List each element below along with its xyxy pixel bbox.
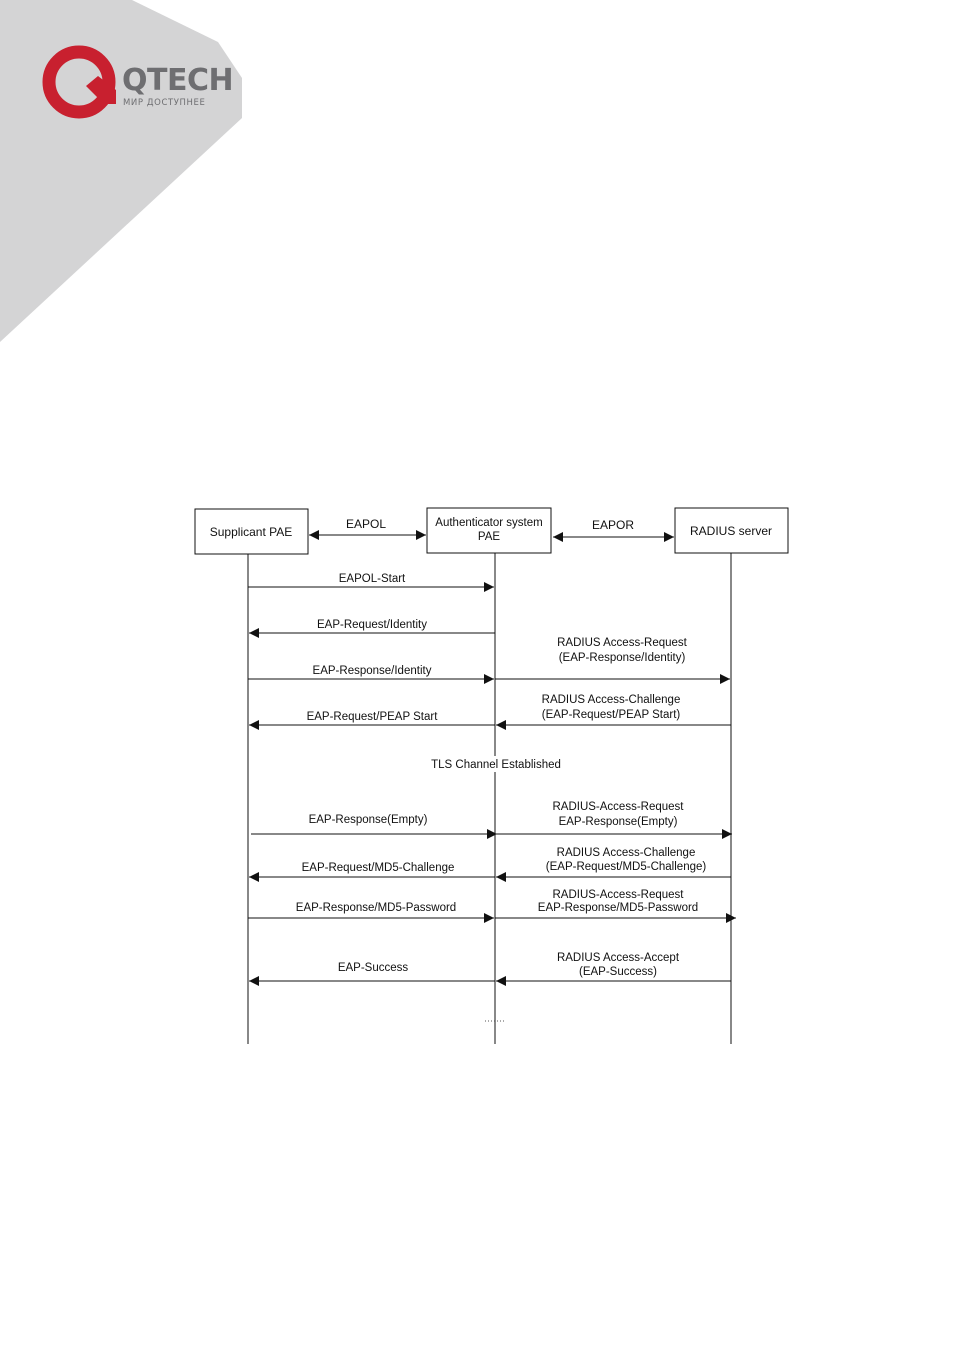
brand-tagline: МИР ДОСТУПНЕЕ: [123, 98, 206, 108]
msg-radius-access-challenge-1: RADIUS Access-Challenge: [541, 694, 681, 706]
msg-eap-response-empty: EAP-Response(Empty): [308, 814, 428, 826]
msg-eap-request-identity: EAP-Request/Identity: [317, 619, 427, 631]
msg-radius-access-request-2: RADIUS-Access-Request: [552, 801, 684, 813]
radius-server-label: RADIUS server: [689, 524, 773, 538]
supplicant-label: Supplicant PAE: [209, 525, 293, 539]
msg-radius-access-request-3-sub: EAP-Response/MD5-Password: [537, 902, 699, 914]
msg-radius-access-challenge-2-sub: (EAP-Request/MD5-Challenge): [545, 861, 707, 873]
msg-radius-access-challenge-1-sub: (EAP-Request/PEAP Start): [541, 709, 681, 721]
msg-radius-access-request-1: RADIUS Access-Request: [557, 637, 687, 649]
msg-eap-request-md5-challenge: EAP-Request/MD5-Challenge: [301, 862, 455, 874]
brand-name: QTECH: [122, 63, 234, 98]
msg-radius-access-accept-sub: (EAP-Success): [579, 966, 657, 978]
msg-tls-channel-established: TLS Channel Established: [431, 759, 561, 771]
msg-eap-request-peap-start: EAP-Request/PEAP Start: [306, 711, 438, 723]
msg-radius-access-request-3: RADIUS-Access-Request: [552, 889, 684, 901]
authenticator-label-line1: Authenticator system: [435, 517, 543, 529]
msg-eap-response-md5-password: EAP-Response/MD5-Password: [295, 902, 457, 914]
msg-radius-access-accept: RADIUS Access-Accept: [556, 952, 680, 964]
msg-radius-access-challenge-2: RADIUS Access-Challenge: [556, 847, 696, 859]
eapor-link-label: EAPOR: [591, 518, 635, 532]
msg-radius-access-request-1-sub: (EAP-Response/Identity): [558, 652, 686, 664]
msg-radius-access-request-2-sub: EAP-Response(Empty): [558, 816, 678, 828]
msg-eap-response-identity: EAP-Response/Identity: [312, 665, 432, 677]
msg-eapol-start: EAPOL-Start: [338, 573, 406, 585]
msg-eap-success: EAP-Success: [337, 962, 409, 974]
authenticator-label-line2: PAE: [477, 531, 501, 543]
eapol-link-label: EAPOL: [345, 517, 387, 531]
